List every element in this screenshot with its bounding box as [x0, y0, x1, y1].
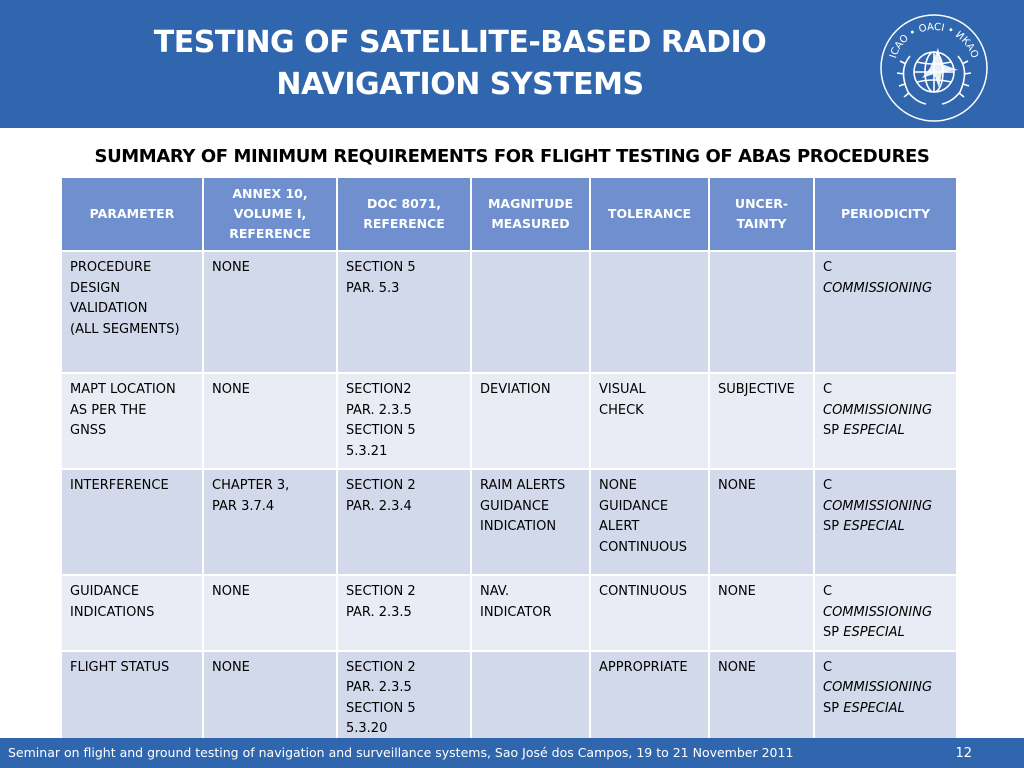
cell-text-line: NONE	[599, 478, 637, 493]
header-text-line: TAINTY	[736, 216, 787, 231]
cell-uncertainty	[709, 251, 814, 373]
cell-parameter	[61, 373, 203, 469]
cell-text-line: NONE	[718, 478, 756, 493]
cell-text-line: RAIM ALERTS	[480, 478, 566, 493]
header-parameter	[61, 177, 203, 251]
periodicity-special	[823, 421, 948, 442]
periodicity-sp-label: ESPECIAL	[843, 700, 905, 716]
cell-doc-reference	[337, 469, 471, 575]
cell-text-line: NONE	[212, 382, 250, 397]
header-text-line: ANNEX 10,	[232, 186, 308, 201]
periodicity-sp-label: ESPECIAL	[843, 423, 905, 438]
table-row	[61, 251, 957, 373]
slide-title	[80, 22, 840, 106]
cell-periodicity	[814, 251, 957, 373]
periodicity-special	[823, 623, 948, 644]
header-periodicity	[814, 177, 957, 251]
cell-text-line: NONE	[718, 584, 756, 599]
cell-text-line: NAV.	[480, 584, 510, 599]
header-text-line: MEASURED	[491, 216, 570, 231]
cell-magnitude	[471, 469, 590, 575]
cell-text-line: GUIDANCE	[480, 498, 550, 514]
periodicity-code: C	[823, 584, 833, 599]
header-text-line: VOLUME I,	[233, 206, 307, 221]
cell-text-line: GNSS	[70, 423, 107, 438]
cell-doc-reference	[337, 651, 471, 747]
cell-magnitude	[471, 251, 590, 373]
footer-text: Seminar on flight and ground testing of navigation and surveillance systems, Sao José dos Campos, 19 to 21 November 2011	[8, 745, 794, 760]
periodicity-code: C	[823, 659, 833, 675]
header-text-line: REFERENCE	[363, 216, 445, 231]
cell-text-line: DEVIATION	[480, 382, 551, 397]
cell-uncertainty	[709, 651, 814, 747]
cell-text-line: CONTINUOUS	[599, 584, 688, 599]
cell-text-line: GUIDANCE	[599, 498, 669, 514]
cell-text-line: VALIDATION	[70, 301, 148, 316]
cell-text-line: SECTION 2	[346, 659, 416, 675]
header-text-line: TOLERANCE	[607, 206, 692, 221]
cell-text-line: NONE	[212, 659, 250, 675]
periodicity-sp-label: ESPECIAL	[843, 519, 905, 534]
cell-text-line: CHECK	[599, 402, 644, 418]
periodicity-code: C	[823, 260, 833, 275]
cell-annex-reference	[203, 575, 337, 651]
cell-text-line: SECTION2	[346, 382, 412, 397]
icao-emblem-icon	[876, 8, 992, 124]
table-row	[61, 469, 957, 575]
cell-text-line: INDICATIONS	[70, 604, 155, 620]
cell-tolerance	[590, 469, 709, 575]
cell-text-line: PAR. 2.3.5	[346, 604, 412, 620]
periodicity-code: C	[823, 478, 833, 493]
cell-periodicity	[814, 469, 957, 575]
cell-doc-reference	[337, 251, 471, 373]
periodicity-sp-prefix: SP	[823, 625, 844, 640]
requirements-table	[60, 176, 958, 748]
header-doc-8071-reference	[337, 177, 471, 251]
cell-periodicity	[814, 651, 957, 747]
periodicity-sp-prefix: SP	[823, 519, 844, 534]
cell-parameter	[61, 469, 203, 575]
cell-magnitude	[471, 373, 590, 469]
cell-text-line: SECTION 5	[346, 260, 416, 275]
periodicity-code: C	[823, 382, 833, 397]
table-row	[61, 575, 957, 651]
cell-text-line: VISUAL	[599, 382, 646, 397]
cell-text-line: NONE	[212, 260, 250, 275]
cell-text-line: DESIGN	[70, 280, 121, 296]
cell-text-line: 5.3.20	[346, 721, 388, 736]
header-text-line: PERIODICITY	[840, 206, 931, 221]
cell-tolerance	[590, 373, 709, 469]
periodicity-commissioning: COMMISSIONING	[823, 280, 933, 296]
header-text-line: DOC 8071,	[366, 196, 442, 211]
cell-periodicity	[814, 373, 957, 469]
cell-text-line: PROCEDURE	[70, 260, 152, 275]
title-banner	[0, 0, 1024, 128]
slide-title-line-1: TESTING OF SATELLITE-BASED RADIO	[153, 25, 767, 60]
cell-text-line: SUBJECTIVE	[718, 382, 795, 397]
slide-title-line-2: NAVIGATION SYSTEMS	[276, 67, 644, 102]
table-row	[61, 373, 957, 469]
cell-text-line: PAR. 2.3.5	[346, 680, 412, 695]
cell-text-line: PAR. 2.3.4	[346, 498, 412, 514]
cell-annex-reference	[203, 251, 337, 373]
cell-text-line: INDICATION	[480, 519, 557, 534]
header-annex-10-reference	[203, 177, 337, 251]
cell-tolerance	[590, 251, 709, 373]
cell-text-line: NONE	[212, 584, 250, 599]
table-row	[61, 651, 957, 747]
header-text-line: MAGNITUDE	[487, 196, 574, 211]
cell-text-line: PAR. 5.3	[346, 280, 400, 296]
cell-text-line: CHAPTER 3,	[212, 478, 290, 493]
periodicity-commissioning: COMMISSIONING	[823, 680, 933, 695]
cell-text-line: SECTION 5	[346, 423, 416, 438]
periodicity-sp-prefix: SP	[823, 423, 844, 438]
cell-text-line: SECTION 2	[346, 584, 416, 599]
cell-doc-reference	[337, 373, 471, 469]
table-header-row	[61, 177, 957, 251]
cell-magnitude	[471, 575, 590, 651]
cell-annex-reference	[203, 469, 337, 575]
header-tolerance	[590, 177, 709, 251]
cell-text-line: INTERFERENCE	[70, 478, 169, 493]
periodicity-special	[823, 699, 948, 720]
cell-text-line: CONTINUOUS	[599, 539, 688, 555]
table-caption: SUMMARY OF MINIMUM REQUIREMENTS FOR FLIGHT TESTING OF ABAS PROCEDURES	[94, 146, 930, 167]
cell-text-line: AS PER THE	[70, 402, 147, 418]
cell-text-line: APPROPRIATE	[599, 659, 688, 675]
periodicity-commissioning: COMMISSIONING	[823, 402, 933, 418]
header-magnitude-measured	[471, 177, 590, 251]
cell-uncertainty	[709, 373, 814, 469]
cell-tolerance	[590, 651, 709, 747]
cell-text-line: (ALL SEGMENTS)	[70, 321, 180, 337]
cell-doc-reference	[337, 575, 471, 651]
cell-text-line: ALERT	[599, 519, 640, 534]
cell-uncertainty	[709, 469, 814, 575]
cell-annex-reference	[203, 651, 337, 747]
cell-text-line: SECTION 5	[346, 700, 416, 716]
header-text-line: UNCER-	[734, 196, 789, 211]
cell-uncertainty	[709, 575, 814, 651]
header-uncertainty	[709, 177, 814, 251]
cell-text-line: GUIDANCE	[70, 584, 140, 599]
page-number: 12	[955, 746, 972, 761]
cell-text-line: 5.3.21	[346, 443, 388, 459]
cell-text-line: PAR 3.7.4	[212, 498, 275, 514]
cell-periodicity	[814, 575, 957, 651]
footer-bar	[0, 738, 1024, 768]
cell-parameter	[61, 651, 203, 747]
header-text-line: PARAMETER	[89, 206, 175, 221]
cell-tolerance	[590, 575, 709, 651]
header-text-line: REFERENCE	[229, 226, 311, 241]
cell-text-line: INDICATOR	[480, 604, 552, 620]
periodicity-special	[823, 517, 948, 538]
logo-lettering: ICAO • OACI • ИКАО	[887, 21, 980, 60]
periodicity-sp-label: ESPECIAL	[843, 625, 905, 640]
cell-text-line: FLIGHT STATUS	[70, 659, 170, 675]
cell-text-line: NONE	[718, 659, 756, 675]
periodicity-commissioning: COMMISSIONING	[823, 604, 933, 620]
cell-parameter	[61, 251, 203, 373]
periodicity-commissioning: COMMISSIONING	[823, 498, 933, 514]
periodicity-sp-prefix: SP	[823, 700, 844, 716]
cell-annex-reference	[203, 373, 337, 469]
cell-text-line: MAPT LOCATION	[70, 382, 176, 397]
cell-magnitude	[471, 651, 590, 747]
cell-parameter	[61, 575, 203, 651]
cell-text-line: SECTION 2	[346, 478, 416, 493]
cell-text-line: PAR. 2.3.5	[346, 402, 412, 418]
